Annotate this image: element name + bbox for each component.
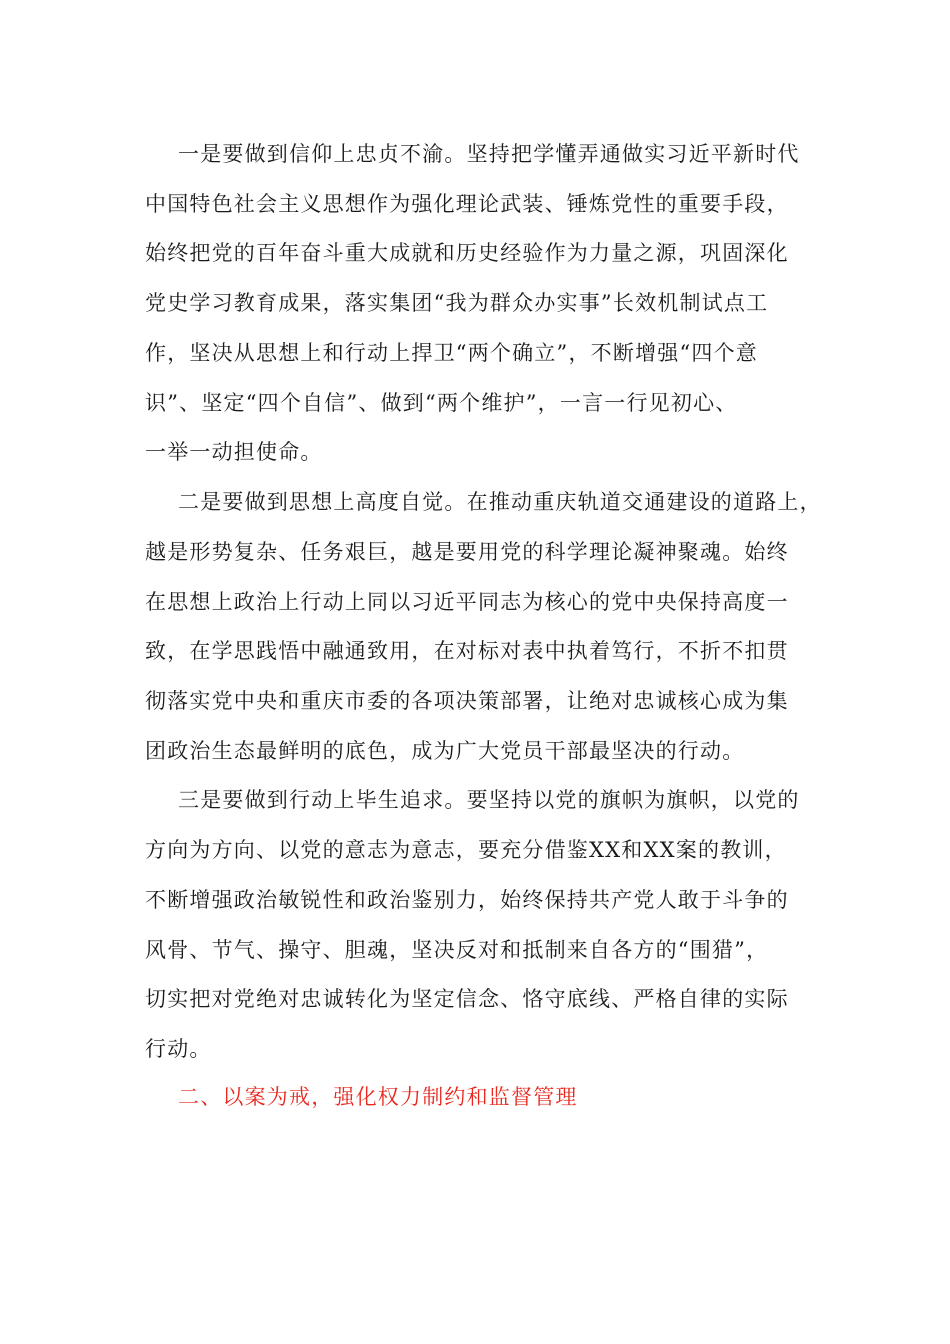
paragraph-line: 作，坚决从思想上和行动上捍卫“两个确立”，不断增强“四个意 <box>145 341 759 365</box>
paragraph-line: 行动。 <box>145 1037 212 1061</box>
paragraph-line: 方向为方向、以党的意志为意志，要充分借鉴XX和XX案的教训， <box>145 838 787 862</box>
paragraph-line: 风骨、节气、操守、胆魂，坚决反对和抵制来自各方的“围猎”， <box>145 938 769 962</box>
paragraph-line: 彻落实党中央和重庆市委的各项决策部署，让绝对忠诚核心成为集 <box>145 689 789 713</box>
paragraph-line: 中国特色社会主义思想作为强化理论武装、锤炼党性的重要手段， <box>145 192 789 216</box>
paragraph-line: 识”、坚定“四个自信”、做到“两个维护”，一言一行见初心、 <box>145 391 738 415</box>
paragraph-line: 党史学习教育成果，落实集团“我为群众办实事”长效机制试点工 <box>145 291 769 315</box>
paragraph-line: 一举一动担使命。 <box>145 440 323 464</box>
paragraph-line: 二是要做到思想上高度自觉。在推动重庆轨道交通建设的道路上， <box>178 490 822 514</box>
paragraph-line: 致，在学思践悟中融通致用，在对标对表中执着笃行，不折不扣贯 <box>145 639 789 663</box>
paragraph-line: 一是要做到信仰上忠贞不渝。坚持把学懂弄通做实习近平新时代 <box>178 142 800 166</box>
paragraph-line: 不断增强政治敏锐性和政治鉴别力，始终保持共产党人敢于斗争的 <box>145 888 789 912</box>
section-heading: 二、以案为戒，强化权力制约和监督管理 <box>178 1085 578 1109</box>
paragraph-line: 越是形势复杂、任务艰巨，越是要用党的科学理论凝神聚魂。始终 <box>145 540 789 564</box>
paragraph-line: 团政治生态最鲜明的底色，成为广大党员干部最坚决的行动。 <box>145 739 745 763</box>
paragraph-line: 切实把对党绝对忠诚转化为坚定信念、恪守底线、严格自律的实际 <box>145 987 789 1011</box>
paragraph-line: 三是要做到行动上毕生追求。要坚持以党的旗帜为旗帜，以党的 <box>178 788 800 812</box>
paragraph-line: 在思想上政治上行动上同以习近平同志为核心的党中央保持高度一 <box>145 590 789 614</box>
paragraph-line: 始终把党的百年奋斗重大成就和历史经验作为力量之源，巩固深化 <box>145 241 789 265</box>
